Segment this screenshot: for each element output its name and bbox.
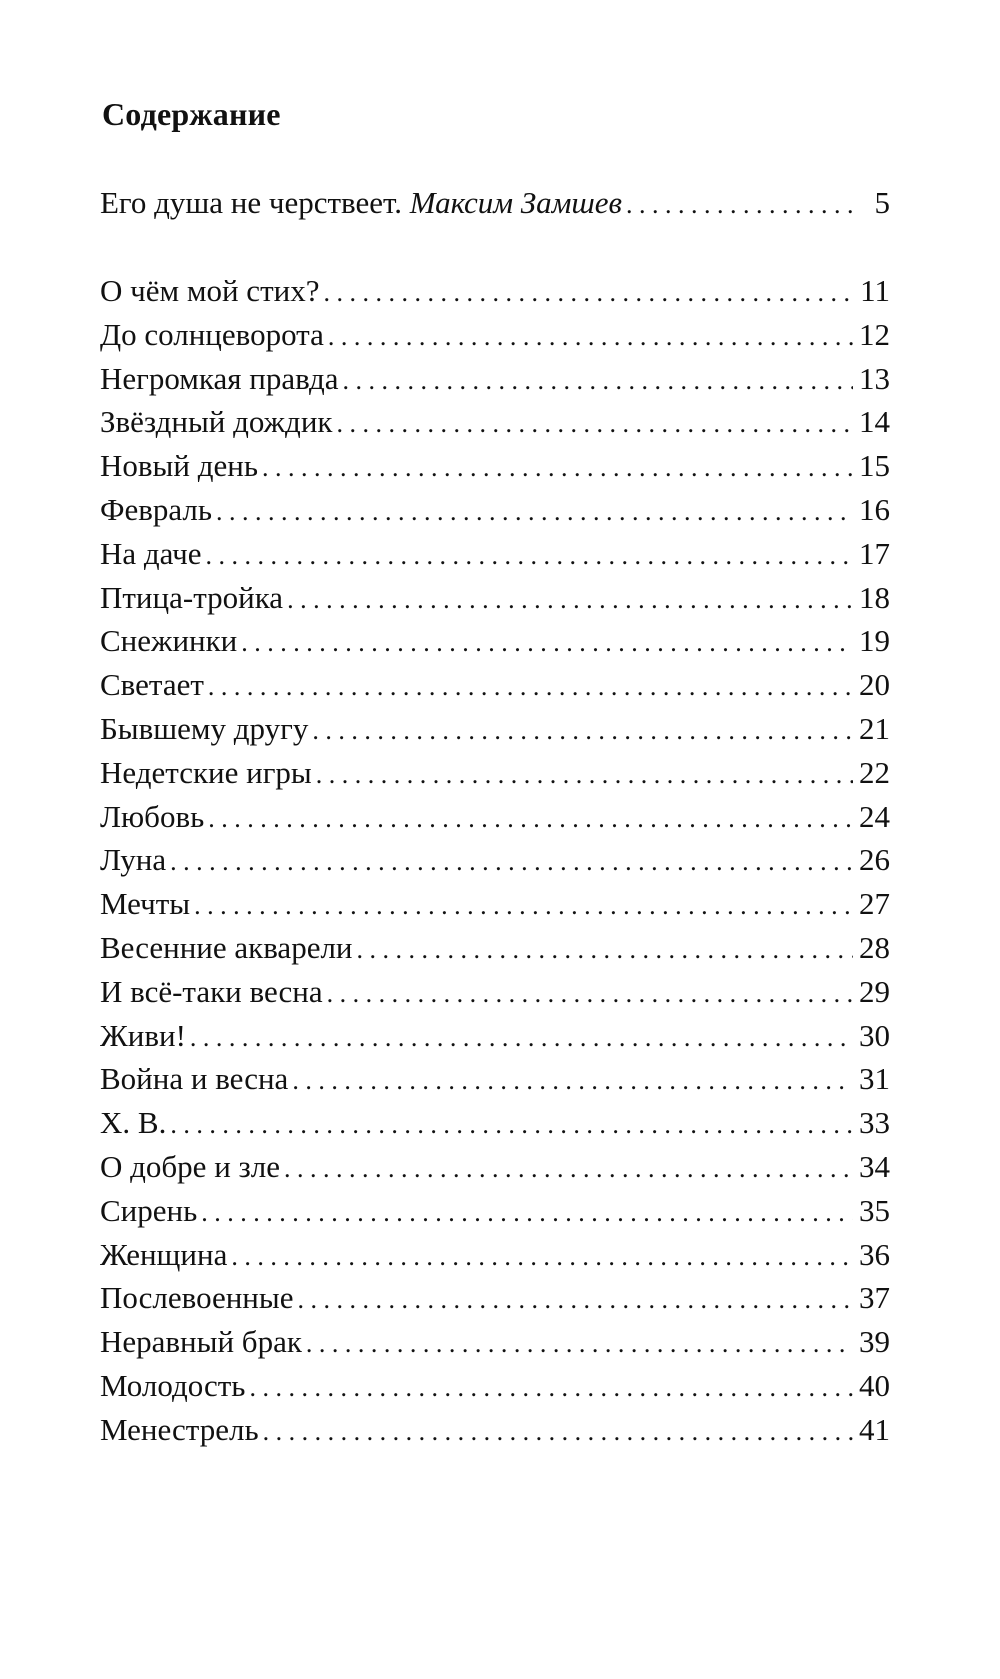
- toc-entry: [100, 271, 890, 311]
- toc-entry-page: 37: [859, 1280, 890, 1315]
- toc-entry: [100, 1366, 890, 1406]
- toc-entry-title: Неравный брак: [100, 1324, 302, 1359]
- toc-entry-title: И всё-таки весна: [100, 974, 323, 1009]
- leader-dots: [316, 755, 853, 795]
- toc-entry: [100, 402, 890, 442]
- toc-entry: [100, 315, 890, 355]
- leader-dots: [170, 842, 853, 882]
- leader-dots: [231, 1237, 853, 1277]
- leader-dots: [327, 974, 853, 1014]
- toc-entry-title: Женщина: [100, 1237, 228, 1272]
- toc-entry: [100, 753, 890, 793]
- toc-entry-page: 34: [859, 1149, 890, 1184]
- toc-entry-page: 20: [859, 667, 890, 702]
- toc-entry-page: 29: [859, 974, 890, 1009]
- toc-entry-title: Любовь: [100, 799, 205, 834]
- leader-dots: [323, 273, 854, 313]
- toc-entry-page: 22: [859, 755, 890, 790]
- leader-dots: [216, 492, 853, 532]
- toc-entry: [100, 1059, 890, 1099]
- toc-entry: [100, 534, 890, 574]
- leader-dots: [306, 1324, 853, 1364]
- toc-entry-title: Луна: [100, 842, 167, 877]
- toc-entry-page: 15: [859, 448, 890, 483]
- toc-entry-page: 24: [859, 799, 890, 834]
- toc-entry-page: 17: [859, 536, 890, 571]
- toc-entry: [100, 928, 890, 968]
- toc-entry: [100, 621, 890, 661]
- toc-entry-title: Недетские игры: [100, 755, 312, 790]
- toc-entry-title: Менестрель: [100, 1412, 259, 1447]
- toc-entry-page: 31: [859, 1061, 890, 1096]
- toc-entry-title: Птица-тройка: [100, 580, 284, 615]
- toc-entry: [100, 359, 890, 399]
- toc-entry: [100, 840, 890, 880]
- leader-dots: [190, 1018, 853, 1058]
- leader-dots: [241, 623, 853, 663]
- toc-entry-page: 36: [859, 1237, 890, 1272]
- toc-entry-page: 18: [859, 580, 890, 615]
- toc-entry: [100, 1147, 890, 1187]
- toc-entry-page: 21: [859, 711, 890, 746]
- toc-entry-page: 35: [859, 1193, 890, 1228]
- toc-entry: [100, 1103, 890, 1143]
- leader-dots: [292, 1061, 853, 1101]
- leader-dots: [343, 361, 854, 401]
- toc-entry-title: Х. В.: [100, 1105, 167, 1140]
- leader-dots: [206, 536, 853, 576]
- toc-entry-title: На даче: [100, 536, 202, 571]
- toc-entry-title: Послевоенные: [100, 1280, 294, 1315]
- toc-entry-page: 14: [859, 404, 890, 439]
- toc-entry-title: Новый день: [100, 448, 258, 483]
- leader-dots: [208, 667, 853, 707]
- leader-dots: [312, 711, 853, 751]
- toc-entry-title: Снежинки: [100, 623, 238, 658]
- leader-dots: [263, 1412, 853, 1452]
- leader-dots: [208, 799, 853, 839]
- preface-title: Его душа не черствеет.: [100, 185, 402, 220]
- toc-entry-title: До солнцеворота: [100, 317, 324, 352]
- leader-dots: [262, 448, 853, 488]
- toc-entry-title: Февраль: [100, 492, 213, 527]
- toc-entry-page: 11: [860, 273, 890, 308]
- toc-entry-page: 33: [859, 1105, 890, 1140]
- toc-entry-preface: [100, 183, 890, 223]
- toc-entry: [100, 446, 890, 486]
- toc-entry-page: 12: [859, 317, 890, 352]
- toc-entry-title: Мечты: [100, 886, 191, 921]
- toc-entry-title: Негромкая правда: [100, 361, 339, 396]
- toc-entry: [100, 490, 890, 530]
- toc-entry-title: Бывшему другу: [100, 711, 309, 746]
- toc-entry: [100, 665, 890, 705]
- toc-entry-page: 26: [859, 842, 890, 877]
- page-title: Содержание: [102, 96, 281, 132]
- leader-dots: [201, 1193, 853, 1233]
- toc-entry: [100, 884, 890, 924]
- toc-entry: [100, 797, 890, 837]
- toc-entry-title: Сирень: [100, 1193, 198, 1228]
- toc-entry: [100, 1016, 890, 1056]
- toc-entry-page: 30: [859, 1018, 890, 1053]
- leader-dots: [626, 185, 856, 225]
- toc-entry: [100, 1410, 890, 1450]
- toc-entry: [100, 1322, 890, 1362]
- toc-entry: [100, 1278, 890, 1318]
- leader-dots: [170, 1105, 853, 1145]
- leader-dots: [249, 1368, 853, 1408]
- toc-entry: [100, 1191, 890, 1231]
- toc-entry-title: О чём мой стих?: [100, 273, 320, 308]
- toc-entry-page: 39: [859, 1324, 890, 1359]
- leader-dots: [194, 886, 853, 926]
- toc-entry-title: Весенние акварели: [100, 930, 353, 965]
- toc-entry-page: 19: [859, 623, 890, 658]
- toc-entry-page: 5: [874, 185, 890, 220]
- toc-entry-page: 27: [859, 886, 890, 921]
- toc-entry: [100, 578, 890, 618]
- toc-entry-title: Звёздный дождик: [100, 404, 333, 439]
- toc-entry-title: О добре и зле: [100, 1149, 281, 1184]
- toc-entry: [100, 1235, 890, 1275]
- leader-dots: [328, 317, 853, 357]
- leader-dots: [284, 1149, 853, 1189]
- toc-entry-page: 28: [859, 930, 890, 965]
- leader-dots: [337, 404, 854, 444]
- toc-entry-page: 40: [859, 1368, 890, 1403]
- preface-author: Максим Замшев: [409, 185, 622, 220]
- toc-entry: [100, 972, 890, 1012]
- leader-dots: [357, 930, 853, 970]
- toc-entry: [100, 709, 890, 749]
- toc-entry-page: 41: [859, 1412, 890, 1447]
- toc-entry-title: Живи!: [100, 1018, 186, 1053]
- toc-entry-title: Молодость: [100, 1368, 246, 1403]
- toc-entry-page: 16: [859, 492, 890, 527]
- toc-entry-page: 13: [859, 361, 890, 396]
- toc-entry-title: Светает: [100, 667, 204, 702]
- leader-dots: [287, 580, 853, 620]
- toc-entry-title: Война и весна: [100, 1061, 289, 1096]
- leader-dots: [297, 1280, 853, 1320]
- toc-entry-title: [100, 183, 626, 223]
